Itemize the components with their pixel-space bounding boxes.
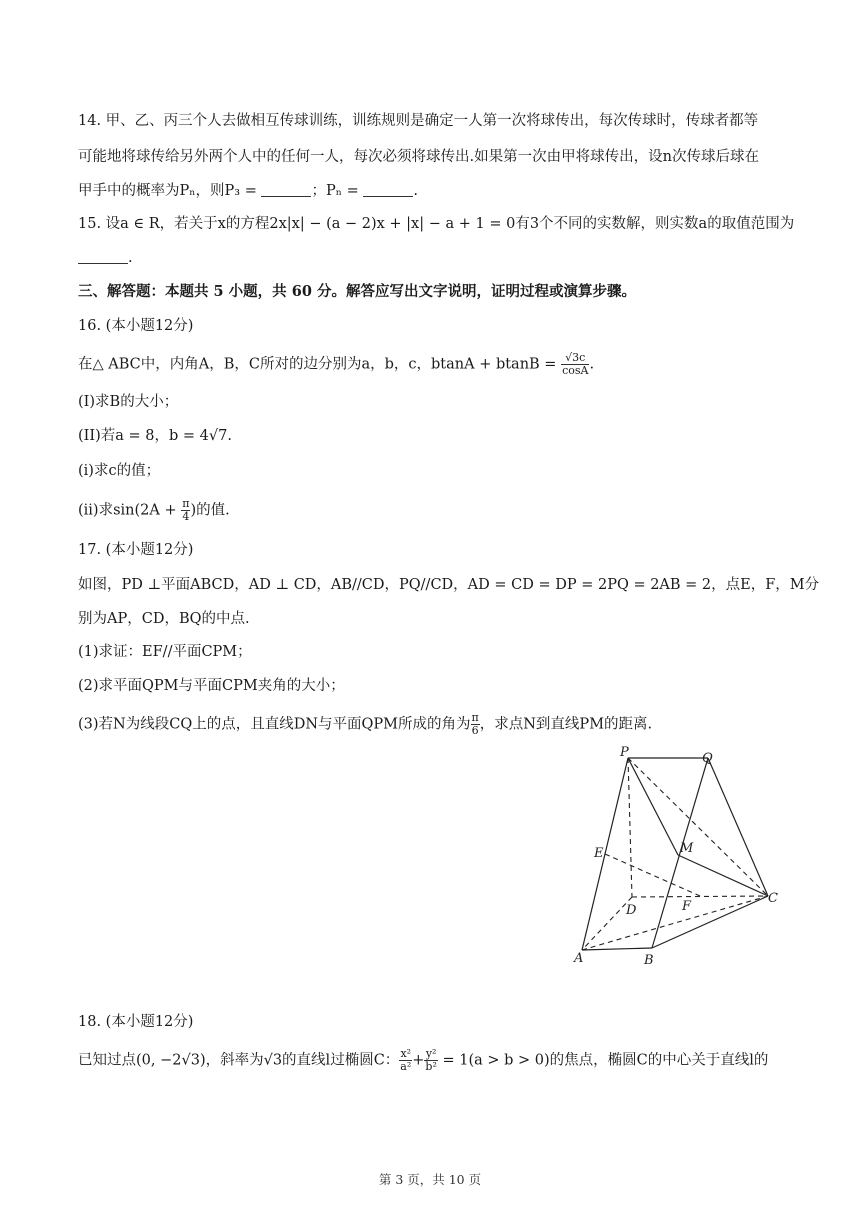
q16-p4-a: (ii)求sin(2A + bbox=[78, 502, 182, 519]
edge-pc-hidden bbox=[628, 758, 768, 896]
q14-line1: 14. 甲、乙、丙三个人去做相互传球训练，训练规则是确定一人第一次将球传出，每次传球时，传球者都等 bbox=[78, 113, 759, 129]
q16-frac-den: cosA bbox=[562, 364, 589, 377]
q14-line3-a: 甲手中的概率为Pₙ，则P₃ = bbox=[78, 183, 262, 199]
label-f: F bbox=[682, 899, 692, 914]
q17-part1: (1)求证：EF//平面CPM； bbox=[78, 644, 252, 660]
q17-header: 17. (本小题12分) bbox=[78, 542, 194, 558]
q14-line3 bbox=[78, 181, 418, 201]
answer-blank-p3 bbox=[261, 182, 311, 197]
segment-ef-hidden bbox=[605, 854, 700, 896]
label-c: C bbox=[768, 891, 778, 906]
q16-part2-ii bbox=[78, 498, 230, 523]
q16-frac-num: √3c bbox=[561, 352, 589, 365]
q17-pi-num: π bbox=[471, 711, 479, 724]
edge-pd-hidden bbox=[628, 758, 632, 897]
q16-pi-den: 4 bbox=[182, 510, 190, 523]
q18-line1-a: 已知过点(0, −2√3)，斜率为√3的直线l过椭圆C： bbox=[78, 1052, 400, 1069]
q18-header: 18. (本小题12分) bbox=[78, 1014, 194, 1030]
q17-pi-den: 6 bbox=[471, 724, 479, 737]
q18-a2: a² bbox=[400, 1060, 412, 1073]
solid-geometry-figure bbox=[572, 742, 788, 972]
q16-p4-b: )的值. bbox=[190, 502, 230, 519]
label-a: A bbox=[574, 951, 584, 966]
q15-line2 bbox=[78, 248, 133, 268]
q18-line1-b: = 1(a > b > 0)的焦点，椭圆C的中心关于直线l的 bbox=[437, 1052, 769, 1069]
q17-part3 bbox=[78, 712, 652, 737]
label-q: Q bbox=[702, 751, 713, 766]
q18-x2: x² bbox=[400, 1047, 412, 1060]
q17-line2: 别为AP，CD，BQ的中点. bbox=[78, 611, 250, 627]
label-m: M bbox=[680, 841, 694, 856]
page-footer: 第 3 页，共 10 页 bbox=[378, 1172, 482, 1187]
q18-b2: b² bbox=[425, 1060, 437, 1073]
q16-part2-i: (i)求c的值； bbox=[78, 463, 161, 479]
q15-line2-end: . bbox=[128, 250, 133, 266]
edge-mc bbox=[678, 855, 768, 896]
q18-plus: + bbox=[412, 1052, 425, 1069]
q17-p3-b: ，求点N到直线PM的距离. bbox=[479, 716, 653, 733]
q17-p3-a: (3)若N为线段CQ上的点，且直线DN与平面QPM所成的角为 bbox=[78, 716, 471, 733]
q14-line3-c: . bbox=[413, 183, 418, 199]
edge-ac-hidden bbox=[582, 896, 768, 950]
q18-y2: y² bbox=[425, 1047, 437, 1060]
answer-blank-pn bbox=[363, 182, 413, 197]
q18-frac-x bbox=[399, 1048, 412, 1073]
q15-line1: 15. 设a ∈ R，若关于x的方程2x|x| − (a − 2)x + |x| − a + 1 = 0有3个不同的实数解，则实数a的取值范围为 bbox=[78, 216, 795, 232]
q17-part2: (2)求平面QPM与平面CPM夹角的大小； bbox=[78, 678, 345, 694]
q16-pi-num: π bbox=[182, 497, 190, 510]
edge-dc-hidden bbox=[632, 896, 768, 897]
edge-da-hidden bbox=[582, 897, 632, 950]
q16-stem bbox=[78, 352, 594, 377]
q17-line1: 如图，PD ⊥平面ABCD，AD ⊥ CD，AB//CD，PQ//CD，AD = CD = DP = 2PQ = 2AB = 2，点E，F，M分 bbox=[78, 577, 820, 593]
q16-stem-text: 在△ ABC中，内角A，B，C所对的边分别为a，b，c，btanA + btanB = bbox=[78, 356, 562, 373]
label-p: P bbox=[620, 745, 629, 760]
section-three-header: 三、解答题：本题共 5 小题，共 60 分。解答应写出文字说明，证明过程或演算步骤。 bbox=[78, 283, 636, 300]
q16-part2: (II)若a = 8，b = 4√7. bbox=[78, 428, 232, 444]
answer-blank-q15 bbox=[78, 249, 128, 264]
q14-line2: 可能地将球传给另外两个人中的任何一人，每次必须将球传出.如果第一次由甲将球传出，设n次传球后球在 bbox=[78, 149, 759, 165]
edge-bc bbox=[652, 896, 768, 948]
label-b: B bbox=[644, 953, 654, 968]
q14-line3-b: ；Pₙ = bbox=[311, 183, 364, 199]
edge-qc bbox=[708, 758, 768, 896]
q16-part1: (I)求B的大小； bbox=[78, 394, 179, 410]
edge-pm bbox=[628, 758, 678, 855]
q18-frac-y bbox=[424, 1048, 437, 1073]
q18-line1 bbox=[78, 1048, 768, 1073]
q16-stem-end: . bbox=[589, 356, 595, 373]
label-d: D bbox=[626, 903, 637, 918]
label-e: E bbox=[594, 846, 604, 861]
q16-header: 16. (本小题12分) bbox=[78, 318, 194, 334]
q16-fraction bbox=[561, 352, 589, 377]
q17-pi-fraction bbox=[471, 712, 480, 737]
edge-ab bbox=[582, 948, 652, 950]
